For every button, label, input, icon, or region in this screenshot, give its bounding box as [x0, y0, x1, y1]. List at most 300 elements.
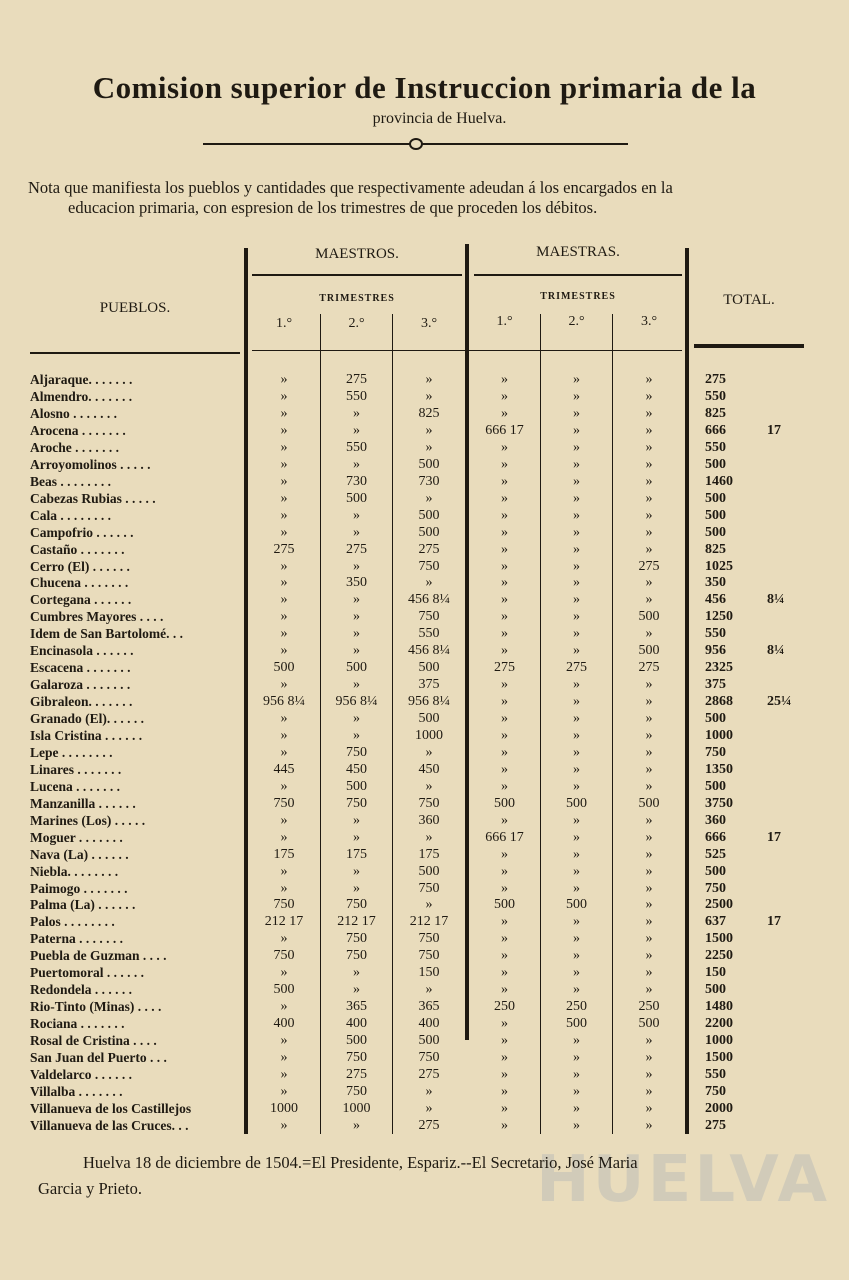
- total-value: 500: [705, 711, 726, 726]
- total-cell: [705, 999, 805, 1015]
- maestras-q1-cell: »: [501, 575, 508, 591]
- maestras-q2-cell: »: [573, 829, 580, 845]
- table-row: [0, 762, 849, 779]
- maestros-q2-cell: »: [353, 1117, 360, 1133]
- maestras-q2-cell: 500: [566, 897, 587, 913]
- total-value: 1025: [705, 558, 733, 574]
- table-row: [0, 559, 849, 576]
- maestros-q3-cell: 450: [418, 761, 440, 777]
- maestros-q1-cell: »: [280, 880, 288, 896]
- table-row: [0, 626, 849, 643]
- maestras-q1-cell: »: [501, 846, 508, 862]
- total-value: 550: [705, 626, 726, 642]
- maestros-q2-cell: »: [353, 863, 360, 879]
- maestras-q2-cell: »: [573, 812, 580, 828]
- pueblos-rule: [30, 352, 240, 354]
- maestros-q2-cell: »: [353, 524, 360, 540]
- maestros-q1-cell: 400: [273, 1016, 295, 1032]
- maestras-q2-cell: »: [573, 422, 580, 438]
- total-value: 375: [705, 677, 726, 693]
- maestros-q3-cell: 500: [418, 863, 440, 879]
- maestras-q1-cell: »: [501, 626, 508, 642]
- maestras-q1-cell: »: [501, 1016, 508, 1032]
- maestras-q2-cell: »: [573, 405, 580, 421]
- maestras-q1-cell: »: [501, 405, 508, 421]
- total-cell: [705, 677, 805, 693]
- header-maestras-q1: 1.°: [496, 314, 513, 329]
- maestras-q3-cell: »: [645, 1050, 653, 1065]
- maestros-q1-cell: »: [280, 643, 288, 659]
- rule-ornament-icon: [409, 138, 423, 150]
- maestras-q2-cell: »: [573, 541, 580, 557]
- maestros-q1-cell: 750: [273, 948, 295, 964]
- maestros-q1-cell: »: [280, 439, 288, 455]
- maestros-q1-cell: 275: [273, 541, 295, 557]
- maestros-q1-cell: »: [280, 829, 288, 845]
- maestras-q2-cell: »: [573, 575, 580, 591]
- total-cell: [705, 1033, 805, 1049]
- maestros-q1-cell: 1000: [270, 1100, 298, 1116]
- maestras-q2-cell: »: [573, 456, 580, 472]
- total-cell: [705, 643, 805, 659]
- total-fraction: 25¼: [767, 694, 792, 709]
- total-value: 500: [705, 863, 726, 879]
- maestros-q1-cell: »: [280, 965, 288, 981]
- total-value: 500: [705, 524, 726, 540]
- maestras-q1-cell: »: [501, 778, 508, 794]
- pueblo-name: Chucena . . . . . . .: [30, 575, 129, 591]
- maestras-q2-cell: »: [573, 694, 580, 709]
- total-cell: [705, 982, 805, 998]
- maestros-q1-cell: »: [280, 1117, 288, 1133]
- total-value: 3750: [705, 795, 733, 811]
- maestras-q3-cell: »: [645, 812, 653, 828]
- table-row: [0, 847, 849, 864]
- total-fraction: 17: [767, 829, 781, 845]
- maestras-q3-cell: »: [645, 711, 653, 726]
- total-cell: [705, 491, 805, 507]
- maestros-q3-cell: »: [425, 778, 433, 794]
- total-value: 2000: [705, 1100, 733, 1116]
- maestros-q3-cell: »: [425, 388, 433, 404]
- maestros-q1-cell: »: [280, 812, 288, 828]
- table-row: [0, 965, 849, 982]
- total-cell: [705, 525, 805, 541]
- maestros-q1-cell: 956 8¼: [263, 694, 305, 709]
- table-row: [0, 999, 849, 1016]
- table-row: [0, 542, 849, 559]
- maestros-q3-cell: »: [425, 372, 433, 387]
- maestras-q2-cell: »: [573, 1100, 580, 1116]
- maestras-q3-cell: »: [645, 829, 653, 845]
- maestras-q1-cell: »: [501, 1033, 508, 1048]
- maestras-q2-cell: 250: [566, 999, 587, 1015]
- maestros-q3-cell: »: [425, 829, 433, 845]
- pueblo-name: Nava (La) . . . . . .: [30, 846, 129, 862]
- maestros-q2-cell: »: [353, 982, 360, 998]
- table-row: [0, 931, 849, 948]
- total-cell: [705, 609, 805, 625]
- maestras-q3-cell: »: [645, 1100, 653, 1116]
- maestras-q1-cell: »: [501, 863, 508, 879]
- header-maestros-q1: 1.°: [275, 316, 293, 331]
- header-bottom-rule: [252, 350, 682, 351]
- maestras-q2-cell: »: [573, 1033, 580, 1048]
- maestras-q1-cell: »: [501, 982, 508, 998]
- total-value: 1500: [705, 1050, 733, 1065]
- pueblo-name: Villanueva de las Cruces. . .: [30, 1117, 189, 1133]
- total-value: 1000: [705, 1033, 733, 1048]
- maestras-q3-cell: »: [645, 524, 653, 540]
- maestras-q2-cell: »: [573, 728, 580, 743]
- maestras-q1-cell: »: [501, 372, 508, 387]
- maestros-q2-cell: »: [353, 558, 360, 574]
- table-row: [0, 457, 849, 474]
- maestras-q3-cell: »: [645, 1083, 653, 1099]
- maestros-q2-cell: 500: [346, 490, 367, 506]
- total-fraction: 17: [767, 422, 781, 438]
- pueblo-name: Granado (El). . . . . .: [30, 711, 145, 726]
- total-value: 637: [705, 914, 726, 930]
- maestras-q3-cell: »: [645, 439, 653, 455]
- table-row: [0, 525, 849, 542]
- total-cell: [705, 779, 805, 795]
- maestros-q3-cell: 750: [418, 1050, 440, 1065]
- header-trimestres-maestros: TRIMESTRES: [319, 293, 395, 304]
- total-cell: [705, 1067, 805, 1083]
- maestros-q3-cell: 750: [418, 558, 440, 574]
- table-row: [0, 575, 849, 592]
- pueblo-name: Almendro. . . . . . .: [30, 388, 133, 404]
- maestros-q1-cell: »: [280, 405, 288, 421]
- maestros-q3-cell: 730: [418, 473, 440, 489]
- maestros-q3-cell: »: [425, 897, 433, 913]
- maestros-q3-cell: 500: [418, 456, 440, 472]
- page-title: Comision superior de Instruccion primaria de la: [92, 70, 757, 105]
- maestros-q3-cell: 750: [418, 795, 440, 811]
- maestras-q1-cell: 250: [494, 999, 515, 1015]
- table-row: [0, 491, 849, 508]
- maestros-q1-cell: »: [280, 490, 288, 506]
- table-row: [0, 660, 849, 677]
- maestras-q1-cell: »: [501, 473, 508, 489]
- maestros-q1-cell: 212 17: [264, 914, 304, 930]
- table-row: [0, 745, 849, 762]
- table-row: [0, 779, 849, 796]
- maestras-q2-cell: »: [573, 507, 580, 523]
- total-cell: [705, 474, 805, 490]
- pueblo-name: Cabezas Rubias . . . . .: [30, 490, 156, 506]
- maestras-q3-cell: »: [645, 1117, 653, 1133]
- maestras-q3-cell: »: [645, 592, 653, 608]
- pueblo-name: Rosal de Cristina . . . .: [30, 1033, 157, 1048]
- maestros-q2-cell: »: [353, 405, 360, 421]
- pueblo-name: Isla Cristina . . . . . .: [30, 728, 143, 743]
- maestras-q3-cell: »: [645, 422, 653, 438]
- maestras-q2-cell: »: [573, 982, 580, 998]
- maestras-q2-cell: »: [573, 711, 580, 726]
- maestros-q2-cell: »: [353, 626, 360, 642]
- maestras-q1-cell: »: [501, 880, 508, 896]
- pueblo-name: Beas . . . . . . . .: [30, 473, 111, 489]
- pueblo-name: Palos . . . . . . . .: [30, 914, 115, 930]
- maestros-q2-cell: 750: [346, 1050, 367, 1065]
- maestras-q3-cell: »: [645, 965, 653, 981]
- pueblo-name: Cumbres Mayores . . . .: [30, 609, 164, 625]
- table-row: [0, 508, 849, 525]
- maestras-q2-cell: »: [573, 473, 580, 489]
- maestros-q2-cell: 750: [346, 931, 367, 947]
- maestras-q3-cell: »: [645, 914, 653, 930]
- pueblo-name: Puertomoral . . . . . .: [30, 965, 144, 981]
- maestros-q3-cell: 400: [418, 1016, 440, 1032]
- maestras-q1-cell: »: [501, 524, 508, 540]
- maestras-q3-cell: »: [645, 490, 653, 506]
- maestras-q3-cell: »: [645, 778, 653, 794]
- pueblo-name: Villalba . . . . . . .: [30, 1083, 123, 1099]
- total-value: 456: [705, 592, 726, 608]
- maestras-q1-cell: »: [501, 609, 508, 625]
- maestras-q1-cell: »: [501, 812, 508, 828]
- total-cell: [705, 914, 805, 930]
- total-cell: [705, 559, 805, 575]
- header-trimestres-maestras: TRIMESTRES: [540, 291, 616, 302]
- maestras-q1-cell: »: [501, 965, 508, 981]
- pueblo-name: Cortegana . . . . . .: [30, 592, 132, 608]
- maestras-q2-cell: »: [573, 778, 580, 794]
- maestros-q2-cell: 500: [346, 660, 367, 676]
- maestros-q3-cell: »: [425, 982, 433, 998]
- maestras-q3-cell: »: [645, 575, 653, 591]
- table-row: [0, 897, 849, 914]
- total-cell: [705, 694, 805, 710]
- maestras-q2-cell: »: [573, 744, 580, 760]
- maestros-q3-cell: 750: [418, 609, 440, 625]
- table-row: [0, 423, 849, 440]
- maestras-q1-cell: 666 17: [485, 422, 524, 438]
- total-value: 1480: [705, 999, 733, 1015]
- total-cell: [705, 965, 805, 981]
- total-value: 1460: [705, 473, 733, 489]
- maestros-q1-cell: »: [280, 558, 288, 574]
- maestros-q3-cell: »: [425, 439, 433, 455]
- maestras-q1-cell: »: [501, 456, 508, 472]
- total-cell: [705, 592, 805, 608]
- maestras-q1-cell: »: [501, 694, 508, 709]
- maestras-q2-cell: »: [573, 439, 580, 455]
- table-row: [0, 1033, 849, 1050]
- maestros-q2-cell: 550: [346, 439, 367, 455]
- maestros-q1-cell: »: [280, 1050, 288, 1065]
- maestras-q2-cell: 275: [566, 660, 587, 676]
- maestros-q1-cell: »: [280, 677, 288, 693]
- maestras-q3-cell: »: [645, 388, 653, 404]
- total-cell: [705, 897, 805, 913]
- pueblo-name: Linares . . . . . . .: [30, 761, 122, 777]
- maestras-q3-cell: »: [645, 863, 653, 879]
- header-maestros-q2: 2.°: [348, 316, 365, 331]
- maestras-q2-cell: 500: [566, 795, 587, 811]
- maestros-q3-cell: 212 17: [409, 914, 449, 930]
- maestras-q2-cell: »: [573, 1083, 580, 1099]
- pueblo-name: Manzanilla . . . . . .: [30, 795, 136, 811]
- total-value: 500: [705, 507, 726, 523]
- maestros-q3-cell: 365: [418, 999, 440, 1015]
- maestras-q2-cell: »: [573, 388, 580, 404]
- maestras-q1-cell: 275: [494, 660, 515, 676]
- maestras-q3-cell: »: [645, 728, 653, 743]
- total-cell: [705, 626, 805, 642]
- pueblo-name: San Juan del Puerto . . .: [30, 1050, 167, 1065]
- maestras-q2-cell: 500: [566, 1016, 587, 1032]
- table-row: [0, 881, 849, 898]
- watermark: HUELVA: [536, 1143, 830, 1217]
- total-value: 500: [705, 490, 726, 506]
- maestras-q1-cell: »: [501, 711, 508, 726]
- maestras-q2-cell: »: [573, 948, 580, 964]
- maestras-q1-cell: 666 17: [485, 829, 524, 845]
- maestras-q3-cell: »: [645, 880, 653, 896]
- maestras-q3-cell: »: [645, 372, 653, 387]
- maestros-q1-cell: 750: [273, 897, 295, 913]
- pueblo-name: Castaño . . . . . . .: [30, 541, 125, 557]
- maestros-q3-cell: 750: [418, 948, 440, 964]
- total-value: 500: [705, 778, 726, 794]
- table-row: [0, 711, 849, 728]
- maestras-q1-cell: »: [501, 728, 508, 743]
- total-cell: [705, 813, 805, 829]
- pueblo-name: Idem de San Bartolomé. . .: [30, 626, 183, 642]
- maestros-q1-cell: »: [280, 863, 288, 879]
- pueblo-name: Redondela . . . . . .: [30, 982, 133, 998]
- table-row: [0, 1016, 849, 1033]
- total-cell: [705, 864, 805, 880]
- maestros-q3-cell: 500: [418, 711, 440, 726]
- maestros-q1-cell: 445: [273, 761, 295, 777]
- total-cell: [705, 457, 805, 473]
- header-total: TOTAL.: [723, 292, 775, 308]
- maestras-q3-cell: »: [645, 507, 653, 523]
- table-row: [0, 1050, 849, 1067]
- total-value: 350: [705, 575, 726, 591]
- maestros-q3-cell: »: [425, 422, 433, 438]
- maestros-q2-cell: »: [353, 965, 360, 981]
- table-row: [0, 643, 849, 660]
- maestras-q2-cell: »: [573, 643, 580, 659]
- pueblo-name: Paimogo . . . . . . .: [30, 880, 128, 896]
- total-cell: [705, 575, 805, 591]
- total-rule: [694, 344, 804, 348]
- header-maestras-q2: 2.°: [568, 314, 585, 329]
- total-fraction: 8¼: [767, 643, 785, 659]
- pueblo-name: Cerro (El) . . . . . .: [30, 558, 130, 574]
- maestros-q2-cell: »: [353, 609, 360, 625]
- maestras-q1-cell: »: [501, 1117, 508, 1133]
- total-value: 525: [705, 846, 726, 862]
- pueblo-name: Aroche . . . . . . .: [30, 439, 119, 455]
- pueblo-name: Lucena . . . . . . .: [30, 778, 121, 794]
- maestras-q3-cell: »: [645, 694, 653, 709]
- total-cell: [705, 881, 805, 897]
- maestros-q1-cell: »: [280, 524, 288, 540]
- pueblo-name: Palma (La) . . . . . .: [30, 897, 136, 913]
- maestros-q2-cell: »: [353, 880, 360, 896]
- table-row: [0, 677, 849, 694]
- pueblo-name: Galaroza . . . . . . .: [30, 677, 131, 693]
- maestras-q2-cell: »: [573, 863, 580, 879]
- maestros-q2-cell: »: [353, 643, 360, 659]
- maestros-q2-cell: »: [353, 456, 360, 472]
- maestros-q3-cell: »: [425, 1083, 433, 1099]
- pueblo-name: Villanueva de los Castillejos: [30, 1100, 192, 1116]
- maestras-q3-cell: »: [645, 948, 653, 964]
- maestros-q3-cell: 500: [418, 507, 440, 523]
- maestras-q1-cell: »: [501, 931, 508, 947]
- maestras-q1-cell: »: [501, 541, 508, 557]
- maestras-q2-cell: »: [573, 1117, 580, 1133]
- maestras-q2-cell: »: [573, 609, 580, 625]
- maestras-q3-cell: »: [645, 744, 653, 760]
- total-cell: [705, 745, 805, 761]
- maestros-q2-cell: 400: [346, 1016, 367, 1032]
- maestras-q3-cell: »: [645, 931, 653, 947]
- maestros-q1-cell: 500: [273, 660, 295, 676]
- maestros-q3-cell: 825: [418, 405, 440, 421]
- total-cell: [705, 542, 805, 558]
- maestras-q2-cell: »: [573, 846, 580, 862]
- maestros-q2-cell: 956 8¼: [335, 694, 378, 709]
- maestros-q3-cell: 456 8¼: [408, 592, 450, 608]
- total-value: 956: [705, 643, 726, 659]
- header-maestras-q3: 3.°: [640, 314, 658, 329]
- maestros-q3-cell: 150: [418, 965, 440, 981]
- table-row: [0, 389, 849, 406]
- maestras-q3-cell: 500: [638, 609, 660, 625]
- header-pueblos: PUEBLOS.: [99, 300, 171, 316]
- maestros-q2-cell: 275: [346, 1066, 367, 1082]
- maestros-q2-cell: »: [353, 728, 360, 743]
- total-cell: [705, 1016, 805, 1032]
- maestros-q3-cell: 500: [418, 660, 440, 676]
- pueblo-name: Paterna . . . . . . .: [30, 931, 123, 947]
- maestros-q2-cell: 450: [346, 761, 367, 777]
- total-cell: [705, 728, 805, 744]
- maestros-q1-cell: »: [280, 422, 288, 438]
- table-row: [0, 474, 849, 491]
- maestros-q3-cell: 275: [418, 1066, 440, 1082]
- maestras-q3-cell: »: [645, 761, 653, 777]
- maestros-rule: [252, 274, 462, 276]
- maestros-q1-cell: »: [280, 1066, 288, 1082]
- footer-signature: [38, 1150, 818, 1202]
- header-maestros-q3: 3.°: [420, 316, 438, 331]
- maestras-q3-cell: »: [645, 677, 653, 693]
- maestras-q3-cell: 275: [638, 660, 660, 676]
- page-subtitle: provincia de Huelva.: [372, 110, 507, 127]
- maestras-q3-cell: »: [645, 626, 653, 642]
- pueblo-name: Aljaraque. . . . . . .: [30, 372, 133, 387]
- pueblo-name: Alosno . . . . . . .: [30, 405, 118, 421]
- maestras-q3-cell: »: [645, 897, 653, 913]
- maestros-q1-cell: »: [280, 473, 288, 489]
- pueblo-name: Arroyomolinos . . . . .: [30, 456, 151, 472]
- maestras-q2-cell: »: [573, 592, 580, 608]
- total-cell: [705, 762, 805, 778]
- maestros-q2-cell: 275: [346, 372, 367, 387]
- total-value: 1500: [705, 931, 733, 947]
- maestros-q3-cell: 500: [418, 1033, 440, 1048]
- table-row: [0, 1067, 849, 1084]
